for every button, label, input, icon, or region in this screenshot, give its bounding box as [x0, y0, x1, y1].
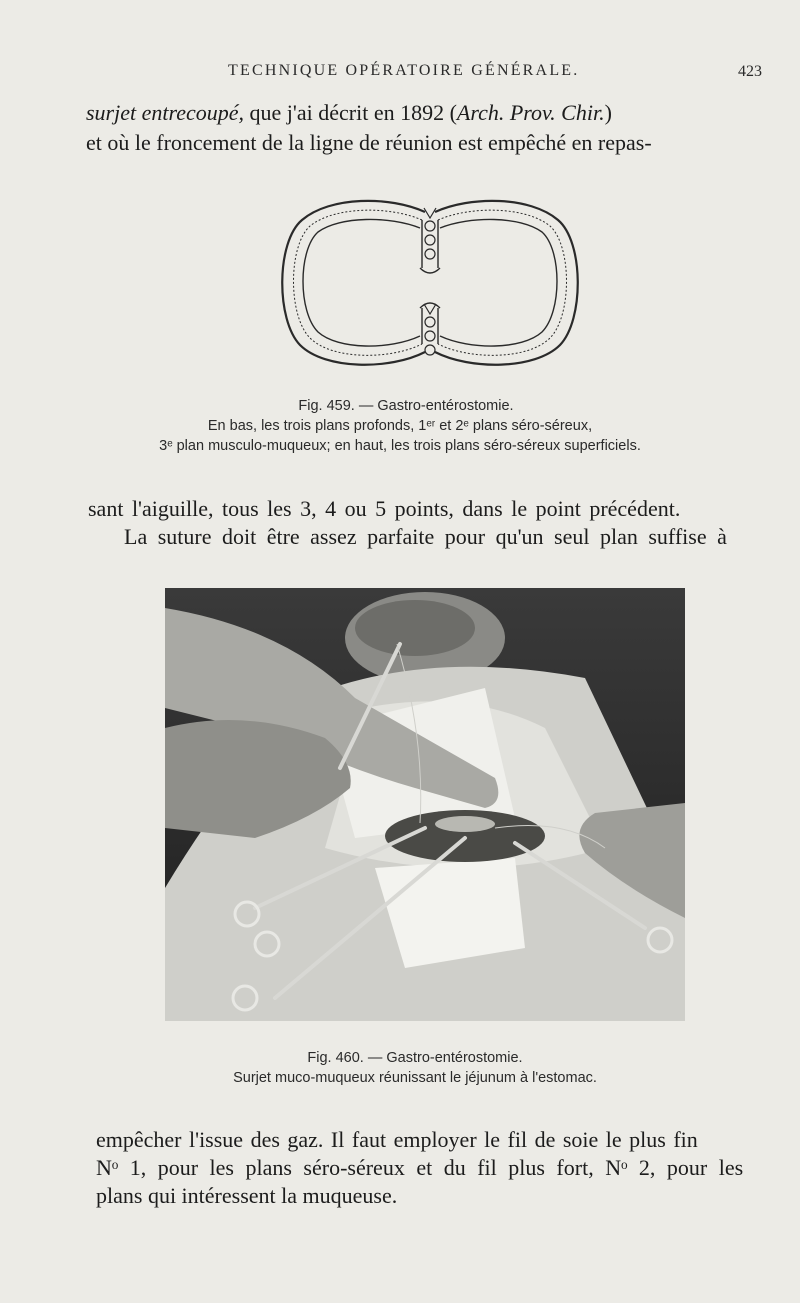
figure-459-label: Fig. 459. — Gastro-entérostomie.: [298, 398, 514, 414]
figure-460-caption-line-1: Surjet muco-muqueux réunissant le jéjunum à l'estomac.: [233, 1070, 597, 1086]
upper-suture-stitches: [424, 208, 436, 259]
figure-459-diagram: [270, 190, 590, 380]
figure-459-caption-line-1: En bas, les trois plans profonds, 1ᵉʳ et 2ᵉ plans séro-séreux,: [207, 418, 593, 434]
text-run: ): [604, 100, 612, 125]
paragraph-1-line-1: [86, 98, 612, 128]
left-loop-inner-wall: [294, 210, 423, 355]
figure-460-caption: [0, 1048, 800, 1088]
running-head: [0, 62, 800, 84]
figure-460-label: Fig. 460. — Gastro-entérostomie.: [307, 1050, 523, 1066]
paragraph-1-line-2: et où le froncement de la ligne de réunion est empêché en repas-: [86, 130, 652, 155]
right-loop-inner-wall: [438, 210, 567, 355]
paragraph-3-line-3: plans qui intéressent la muqueuse.: [96, 1183, 398, 1208]
text-run: que j'ai décrit en 1892 (: [244, 100, 457, 125]
running-title: TECHNIQUE OPÉRATOIRE GÉNÉRALE.: [228, 62, 580, 79]
surgery-photo-drawing: [165, 588, 685, 1021]
page-number: 423: [738, 63, 762, 80]
paragraph-2-line-2: La suture doit être assez parfaite pour qu'un seul plan suffise à: [124, 524, 727, 549]
text-run: sant l'aiguille, tous les 3, 4 ou 5 points, dans le point précédent.: [88, 496, 681, 521]
italic-term-surjet: surjet entrecoupé,: [86, 100, 245, 125]
paragraph-3-line-1: empêcher l'issue des gaz. Il faut employer le fil de soie le plus fin: [96, 1127, 698, 1152]
figure-460-photograph: [165, 588, 685, 1021]
figure-459-caption-line-2: 3ᵉ plan musculo-muqueux; en haut, les trois plans séro-séreux superficiels.: [159, 438, 641, 454]
paragraph-2-line-1: [88, 494, 764, 524]
paragraph-3-line-2: Nᵒ 1, pour les plans séro-séreux et du fil plus fort, Nᵒ 2, pour les: [96, 1155, 744, 1180]
lower-suture-stitches: [424, 304, 436, 355]
figure-459-caption: [0, 396, 800, 456]
italic-citation: Arch. Prov. Chir.: [456, 100, 605, 125]
